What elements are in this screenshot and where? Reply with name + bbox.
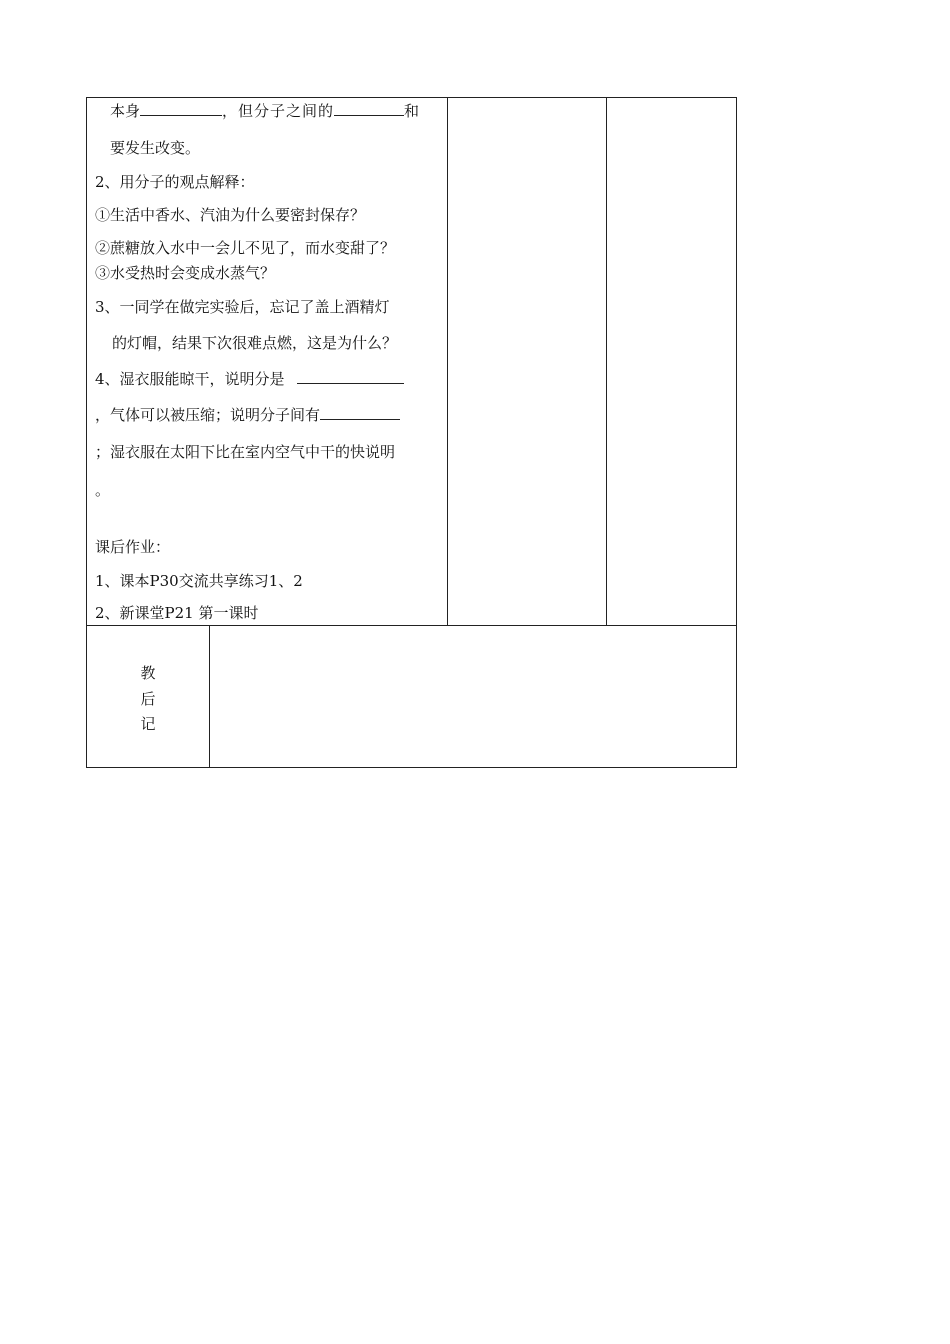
homework-title: 课后作业： (95, 538, 171, 556)
question-4-line-1 (95, 369, 404, 388)
table-left-border (86, 97, 87, 768)
q4-text-a: 4、湿衣服能晾干，说明分是 (95, 370, 285, 388)
empty-cell-middle[interactable] (449, 99, 606, 624)
question-4-line-4: 。 (95, 481, 111, 499)
question-3-line-2: 的灯帽，结果下次很难点燃，这是为什么？ (112, 334, 398, 352)
text-benshen: 本身 (110, 102, 141, 120)
text-he: 和 (404, 102, 420, 120)
homework-item-1: 1、课本P30交流共享练习1、2 (95, 572, 303, 590)
empty-cell-right[interactable] (608, 99, 735, 624)
footer-label-char-2: 后 (140, 690, 156, 708)
question-3-line-1: 3、一同学在做完实验后，忘记了盖上酒精灯 (95, 298, 390, 316)
blank-4[interactable] (320, 405, 400, 420)
column-divider-2 (606, 97, 607, 626)
question-4-line-3: ；湿衣服在太阳下比在室内空气中干的快说明 (95, 443, 396, 461)
question-2-item-2: ②蔗糖放入水中一会儿不见了，而水变甜了？ (95, 239, 396, 257)
blank-1[interactable] (140, 101, 222, 116)
table-top-border (86, 97, 737, 98)
footer-label-char-3: 记 (140, 715, 156, 733)
q4-text-b: ，气体可以被压缩；说明分子间有 (95, 406, 321, 424)
footer-divider (209, 625, 210, 768)
question-2-item-1: ①生活中香水、汽油为什么要密封保存？ (95, 206, 366, 224)
homework-item-2: 2、新课堂P21 第一课时 (95, 604, 259, 622)
row-divider (86, 625, 737, 626)
table-right-border (736, 97, 737, 768)
column-divider-1 (447, 97, 448, 626)
line-2: 要发生改变。 (110, 139, 201, 157)
footer-label-char-1: 教 (140, 664, 156, 682)
question-4-line-2 (95, 405, 400, 424)
blank-3[interactable] (297, 369, 404, 384)
text-between-molecules: ，但分子之间的 (222, 102, 335, 120)
blank-2[interactable] (334, 101, 404, 116)
question-2-item-3: ③水受热时会变成水蒸气？ (95, 264, 276, 282)
table-bottom-border (86, 767, 737, 768)
reflection-cell[interactable] (211, 627, 735, 766)
question-2-title: 2、用分子的观点解释： (95, 173, 255, 191)
line-1 (110, 101, 419, 120)
